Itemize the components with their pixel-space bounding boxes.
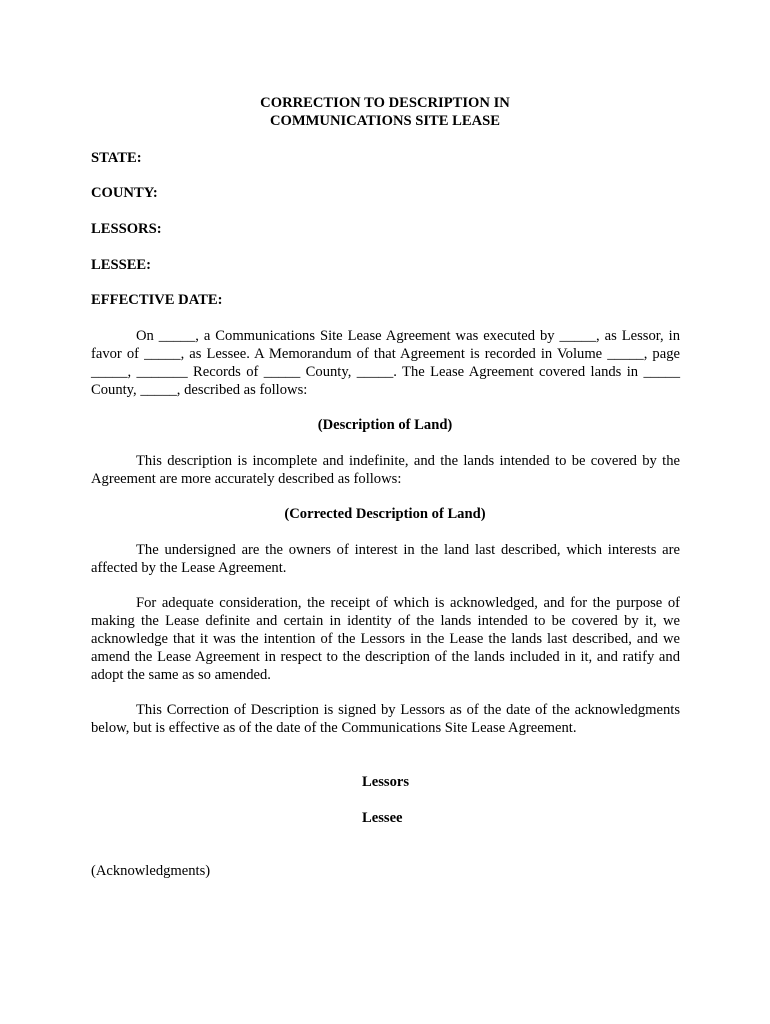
document-title <box>0 94 770 130</box>
lessee-label: LESSEE: <box>91 257 152 273</box>
incomplete-description-paragraph: This description is incomplete and indefinite, and the lands intended to be covered by the Agreement are more accurately described as follows: <box>91 453 680 487</box>
description-of-land-heading: (Description of Land) <box>317 417 453 433</box>
lessee-signature-label: Lessee <box>362 810 403 826</box>
lessors-signature-label: Lessors <box>362 774 410 790</box>
lessors-label: LESSORS: <box>91 221 162 237</box>
state-label: STATE: <box>91 150 142 166</box>
county-label: COUNTY: <box>91 185 158 201</box>
acknowledgments-label: (Acknowledgments) <box>91 863 211 879</box>
consideration-paragraph: For adequate consideration, the receipt of which is acknowledged, and for the purpose of making the Lease definite and certain in identity of the lands intended to be covered by it, we acknowledge that it was the intention of the Lessors in the Lease the lands last described, and we amend the Lease Agreement in respect to the description of the lands included in it, and ratify and adopt the same as so amended. <box>91 595 680 683</box>
corrected-description-heading: (Corrected Description of Land) <box>284 506 486 522</box>
effective-date-label: EFFECTIVE DATE: <box>91 292 223 308</box>
title-line-1: CORRECTION TO DESCRIPTION IN <box>260 95 510 111</box>
intro-paragraph: On _____, a Communications Site Lease Agreement was executed by _____, as Lessor, in favor of _____, as Lessee. A Memorandum of that Agreement is recorded in Volume _____, page _____, _______ Records of _____ County, _____. The Lease Agreement covered lands in _____ County, _____, described as follows: <box>91 328 680 398</box>
owners-paragraph: The undersigned are the owners of interest in the land last described, which interests are affected by the Lease Agreement. <box>91 542 680 576</box>
title-line-2: COMMUNICATIONS SITE LEASE <box>269 113 501 129</box>
signed-paragraph: This Correction of Description is signed by Lessors as of the date of the acknowledgments below, but is effective as of the date of the Communications Site Lease Agreement. <box>91 702 680 736</box>
